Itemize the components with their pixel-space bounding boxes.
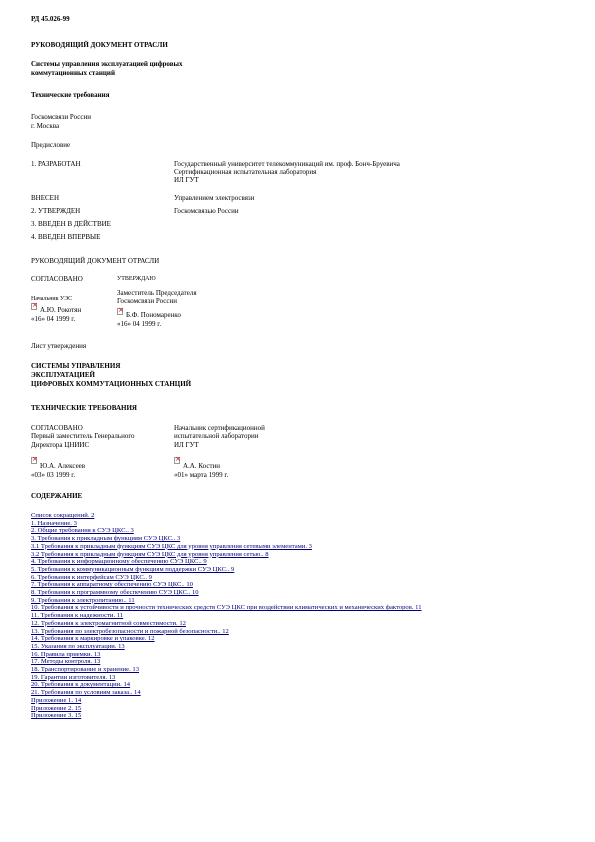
- subject-line-1: Системы управления эксплуатацией цифровых: [31, 60, 183, 68]
- agreement-right-date: «01» марта 1999 г.: [174, 471, 229, 479]
- preface-row-label: 2. УТВЕРЖДЕН: [31, 207, 81, 215]
- toc-link[interactable]: 1. Назначение. 3: [31, 519, 77, 527]
- preface-row-value: Сертификационная испытательная лаборатория: [174, 168, 317, 176]
- toc-link[interactable]: 7. Требования к аппаратному обеспечению СУЭ ЦКС.. 10: [31, 581, 193, 589]
- toc-link[interactable]: 2. Общие требования к СУЭ ЦКС.. 3: [31, 527, 134, 535]
- signature-image-icon: [31, 303, 37, 310]
- preface-row-label: 1. РАЗРАБОТАН: [31, 160, 81, 168]
- toc-link[interactable]: 13. Требования по электробезопасности и пожарной безопасности.. 12: [31, 627, 229, 635]
- toc-link[interactable]: Приложение 2. 15: [31, 704, 82, 712]
- toc-link[interactable]: 6. Требования к интерфейсам СУЭ ЦКС.. 9: [31, 573, 152, 581]
- toc-link[interactable]: 12. Требования к электромагнитной совместимости. 12: [31, 619, 186, 627]
- toc-link[interactable]: 18. Транспортирование и хранение. 13: [31, 666, 139, 674]
- toc-link[interactable]: 3. Требования к прикладным функциям СУЭ ЦКС.. 3: [31, 535, 181, 543]
- doc-code: РД 45.026-99: [31, 15, 70, 23]
- approval-right-title: УТВЕРЖДАЮ: [117, 276, 156, 282]
- approval-right-line1: Заместитель Председателя: [117, 289, 197, 297]
- toc-link[interactable]: 3.2 Требования к прикладным функциям СУЭ ЦКС для уровня управления сетью.. 8: [31, 550, 269, 558]
- approval-left-date: «16» 04 1999 г.: [31, 315, 76, 323]
- toc-link[interactable]: 14. Требования к маркировке и упаковке. 12: [31, 635, 155, 643]
- agreement-left-title: СОГЛАСОВАНО: [31, 424, 83, 432]
- signature-image-icon: [117, 308, 123, 315]
- approval-sheet: Лист утверждения: [31, 342, 87, 350]
- approval-left-org: Начальник УЭС: [31, 296, 73, 302]
- agreement-right-name: А.А. Костин: [183, 462, 221, 470]
- toc-link[interactable]: 15. Указания по эксплуатации. 13: [31, 642, 125, 650]
- city: г. Москва: [31, 122, 60, 130]
- toc-link[interactable]: 16. Правила приемки. 13: [31, 650, 101, 658]
- toc-link[interactable]: 19. Гарантии изготовителя. 13: [31, 673, 116, 681]
- signature-image-icon: [31, 457, 37, 464]
- toc-link[interactable]: 17. Методы контроля. 13: [31, 658, 101, 666]
- signature-image-icon: [174, 457, 180, 464]
- approval-right-line2: Госкомсвязи России: [117, 297, 177, 305]
- toc-link[interactable]: 8. Требования к программному обеспечению СУЭ ЦКС.. 10: [31, 589, 199, 597]
- approval-left-name: А.Ю. Рокотян: [40, 306, 82, 314]
- header-title-2: РУКОВОДЯЩИЙ ДОКУМЕНТ ОТРАСЛИ: [31, 257, 160, 265]
- preface-heading: Предисловие: [31, 141, 71, 149]
- agreement-left-name: Ю.А. Алексеев: [40, 462, 86, 470]
- toc-link[interactable]: Приложение 1. 14: [31, 696, 82, 704]
- main-title-line-1: СИСТЕМЫ УПРАВЛЕНИЯ: [31, 362, 121, 370]
- agreement-left-date: «03» 03 1999 г.: [31, 471, 76, 479]
- toc-link[interactable]: 5. Требования к коммуникационным функциям поддержки СУЭ ЦКС.. 9: [31, 565, 235, 573]
- preface-row-label: ВНЕСЕН: [31, 194, 59, 202]
- main-title-line-3: ЦИФРОВЫХ КОММУТАЦИОННЫХ СТАНЦИЙ: [31, 380, 192, 388]
- subject-line-2: коммутационных станций: [31, 69, 115, 77]
- header-title: РУКОВОДЯЩИЙ ДОКУМЕНТ ОТРАСЛИ: [31, 41, 168, 49]
- organization: Госкомсвязи России: [31, 113, 91, 121]
- main-tech-requirements: ТЕХНИЧЕСКИЕ ТРЕБОВАНИЯ: [31, 404, 137, 412]
- agreement-right-line2: испытательной лаборатории: [174, 432, 259, 440]
- toc-link[interactable]: Приложение 3. 15: [31, 712, 82, 720]
- toc-link[interactable]: 20. Требования к документации. 14: [31, 681, 131, 689]
- toc-link[interactable]: 9. Требования к электропитанию.. 11: [31, 596, 135, 604]
- agreement-right-line1: Начальник сертификационной: [174, 424, 265, 432]
- toc-link[interactable]: 10. Требования к устойчивости и прочности технических средств СУЭ ЦКС при воздействии климатических и механических факторов. 11: [31, 604, 422, 612]
- contents-heading: СОДЕРЖАНИЕ: [31, 492, 83, 500]
- preface-row-value: Управлением электросвязи: [174, 194, 255, 202]
- toc-link[interactable]: 3.1 Требования к прикладным функциям СУЭ ЦКС для уровня управления сетевыми элементами. 3: [31, 542, 312, 550]
- table-of-contents: [31, 512, 571, 720]
- preface-row-value: Государственный университет телекоммуникаций им. проф. Бонч-Бруевича: [174, 160, 400, 168]
- agreement-left-line1: Первый заместитель Генерального: [31, 432, 135, 440]
- toc-link[interactable]: 4. Требования к информационному обеспечению СУЭ ЦКС.. 9: [31, 558, 207, 566]
- approval-right-date: «16» 04 1999 г.: [117, 320, 162, 328]
- toc-link[interactable]: Список сокращений. 2: [31, 512, 95, 519]
- preface-row-value: Госкомсвязью России: [174, 207, 239, 215]
- approval-left-title: СОГЛАСОВАНО: [31, 275, 83, 283]
- main-title-line-2: ЭКСПЛУАТАЦИЕЙ: [31, 371, 95, 379]
- toc-link[interactable]: 21. Требования по условиям заказа.. 14: [31, 689, 141, 697]
- preface-row-label: 3. ВВЕДЕН В ДЕЙСТВИЕ: [31, 220, 111, 228]
- preface-row-label: 4. ВВЕДЕН ВПЕРВЫЕ: [31, 233, 101, 241]
- preface-row-value: ИЛ ГУТ: [174, 176, 199, 184]
- agreement-right-line3: ИЛ ГУТ: [174, 441, 199, 449]
- toc-link[interactable]: 11. Требования к надежности. 11: [31, 612, 124, 620]
- approval-right-name: Б.Ф. Пономаренко: [126, 311, 181, 319]
- agreement-left-line2: Директора ЦНИИС: [31, 441, 90, 449]
- tech-requirements: Технические требования: [31, 91, 110, 99]
